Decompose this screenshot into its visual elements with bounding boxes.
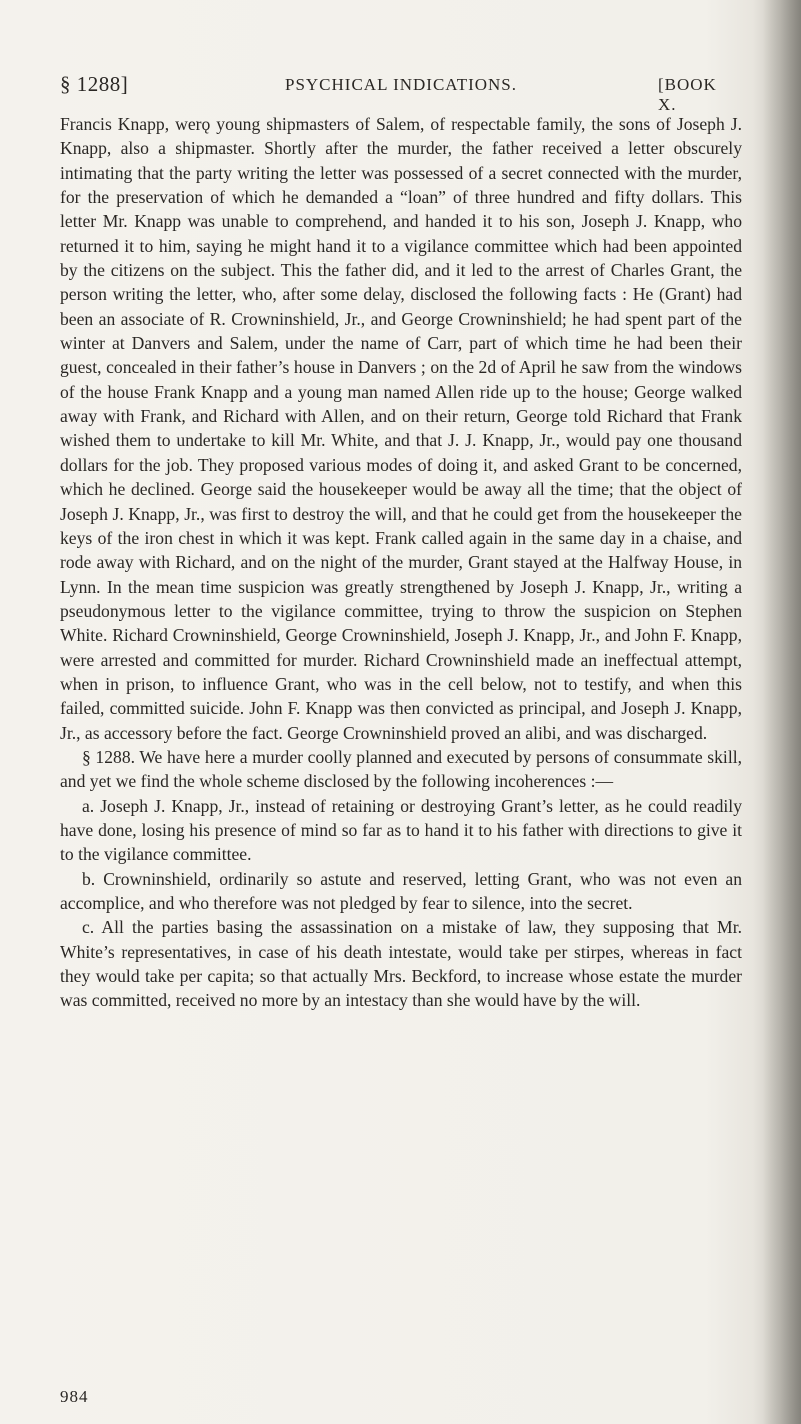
running-header xyxy=(60,72,740,114)
paragraph-section-1288: § 1288. We have here a murder coolly planned and executed by persons of consummate skill, and yet we find the whole scheme disclosed by the following incoherences :— xyxy=(60,746,742,792)
section-number: § 1288] xyxy=(60,72,129,96)
body-text xyxy=(60,112,742,1013)
paragraph-narrative: Francis Knapp, werǫ young shipmasters of Salem, of respectable family, the sons of Joseph J. Knapp, also a shipmaster. Shortly after the murder, the father received a letter obscurely intimating that the party writing the letter was possessed of a secret connected with the murder, for the preservation of which he demanded a “loan” of three hundred and fifty dollars. This letter Mr. Knapp was unable to comprehend, and handed it to his son, Joseph J. Knapp, who returned it to him, saying he might hand it to a vigilance committee which had been appointed by the citizens on the subject. This the father did, and it led to the arrest of Charles Grant, the person writing the letter, who, after some delay, disclosed the following facts : He (Grant) had been an associate of R. Crowninshield, Jr., and George Crowninshield; he had spent part of the winter at Danvers and Salem, under the name of Carr, part of which time he had been their guest, concealed in their father’s house in Danvers ; on the 2d of April he saw from the windows of the house Frank Knapp and a young man named Allen ride up to the house; George walked away with Frank, and Richard with Allen, and on their return, George told Richard that Frank wished them to undertake to kill Mr. White, and that J. J. Knapp, Jr., would pay one thousand dollars for the job. They proposed various modes of doing it, and asked Grant to be concerned, which he declined. George said the housekeeper would be away all the time; that the object of Joseph J. Knapp, Jr., was first to destroy the will, and that he could get from the housekeeper the keys of the iron chest in which it was kept. Frank called again in the same day in a chaise, and rode away with Richard, and on the night of the murder, Grant stayed at the Halfway House, in Lynn. In the mean time suspicion was greatly strengthened by Joseph J. Knapp, Jr., writing a pseudonymous letter to the vigilance committee, trying to throw the suspicion on Stephen White. Richard Crowninshield, George Crowninshield, Joseph J. Knapp, Jr., and John F. Knapp, were arrested and committed for murder. Richard Crowninshield made an ineffectual attempt, when in prison, to influence Grant, who was in the cell below, not to testify, and when this failed, committed suicide. John F. Knapp was then convicted as principal, and Joseph J. Knapp, Jr., as accessory before the fact. George Crowninshield proved an alibi, and was discharged. xyxy=(60,114,742,743)
page-binding-shadow xyxy=(763,0,801,1424)
running-title: PSYCHICAL INDICATIONS. xyxy=(285,75,517,94)
paragraph-point-b: b. Crowninshield, ordinarily so astute and reserved, letting Grant, who was not even an accomplice, and who therefore was not pledged by fear to silence, into the secret. xyxy=(60,868,742,913)
book-number: [BOOK X. xyxy=(658,75,717,114)
paragraph-point-a: a. Joseph J. Knapp, Jr., instead of retaining or destroying Grant’s letter, as he could readily have done, losing his presence of mind so far as to hand it to his father with directions to give it to the vigilance committee. xyxy=(60,795,742,865)
paragraph-point-c: c. All the parties basing the assassination on a mistake of law, they supposing that Mr. White’s representatives, in case of his death intestate, would take per stirpes, whereas in fact they would take per capita; so that actually Mrs. Beckford, to increase whose estate the murder was committed, received no more by an intestacy than she would have by the will. xyxy=(60,917,742,1011)
page-number: 984 xyxy=(60,1387,89,1406)
